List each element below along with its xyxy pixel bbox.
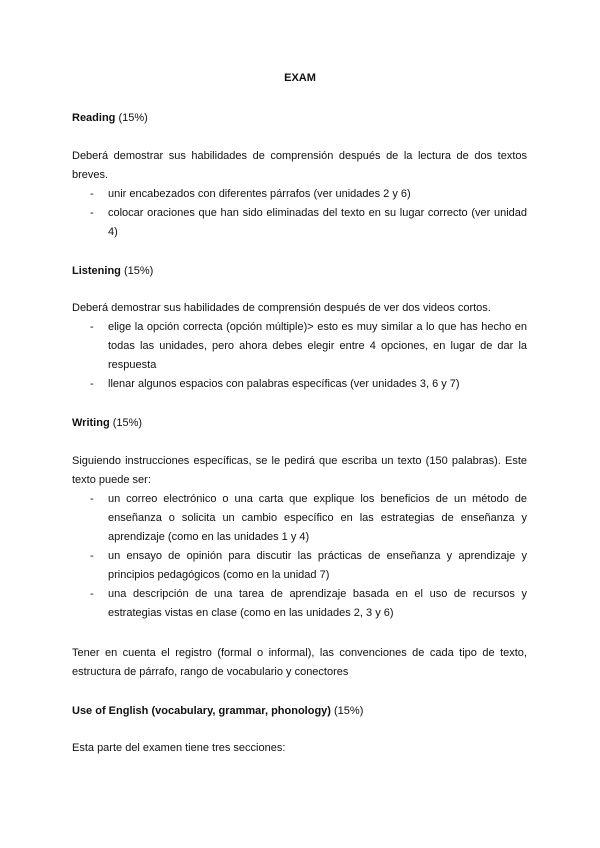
list-item-text: un correo electrónico o una carta que explique los beneficios de un método de enseñanza o solicita un cambio específico en las estrategias de enseñanza y aprendizaje (como en las unidades 1 y 4) (108, 493, 527, 543)
listening-weight: (15%) (123, 265, 154, 277)
reading-list (90, 185, 527, 242)
list-item (90, 318, 527, 375)
list-item (90, 185, 527, 204)
listening-intro: Deberá demostrar sus habilidades de comprensión después de ver dos videos cortos. (72, 302, 491, 314)
bullet-dash: - (90, 321, 94, 333)
bullet-dash: - (90, 188, 94, 200)
use-of-english-weight: (15%) (334, 705, 364, 717)
use-of-english-heading-label: Use of English (vocabulary, grammar, phonology) (72, 705, 331, 717)
list-item (90, 490, 527, 547)
list-item-text: una descripción de una tarea de aprendizaje basada en el uso de recursos y estrategias vistas en clase (como en las unidades 2, 3 y 6) (108, 588, 527, 619)
writing-weight: (15%) (112, 417, 143, 429)
list-item-text: colocar oraciones que han sido eliminadas del texto en su lugar correcto (ver unidad 4) (108, 207, 527, 238)
writing-heading (72, 416, 142, 430)
list-item-text: llenar algunos espacios con palabras específicas (ver unidades 3, 6 y 7) (108, 378, 460, 390)
list-item-text: un ensayo de opinión para discutir las prácticas de enseñanza y aprendizaje y principios pedagógicos (como en la unidad 7) (108, 550, 527, 581)
list-item (90, 585, 527, 623)
list-item (90, 375, 527, 394)
list-item (90, 204, 527, 242)
reading-heading (72, 111, 148, 125)
listening-heading-label: Listening (72, 265, 121, 277)
list-item (90, 547, 527, 585)
writing-heading-label: Writing (72, 417, 110, 429)
reading-intro: Deberá demostrar sus habilidades de comprensión después de la lectura de dos textos breves. (72, 150, 527, 181)
listening-list (90, 318, 527, 394)
reading-heading-label: Reading (72, 112, 116, 124)
bullet-dash: - (90, 378, 94, 390)
bullet-dash: - (90, 493, 94, 505)
listening-heading (72, 264, 153, 278)
reading-weight: (15%) (118, 112, 148, 124)
writing-list (90, 490, 527, 623)
list-item-text: elige la opción correcta (opción múltiple)> esto es muy similar a lo que has hecho en todas las unidades, pero ahora debes elegir entre 4 opciones, en lugar de dar la respuesta (108, 321, 527, 371)
list-item-text: unir encabezados con diferentes párrafos (ver unidades 2 y 6) (108, 188, 411, 200)
writing-intro: Siguiendo instrucciones específicas, se le pedirá que escriba un texto (150 palabras). Este texto puede ser: (72, 455, 527, 486)
use-of-english-intro: Esta parte del examen tiene tres secciones: (72, 742, 286, 754)
use-of-english-heading (72, 704, 363, 718)
bullet-dash: - (90, 550, 94, 562)
page-title: EXAM (284, 72, 316, 84)
bullet-dash: - (90, 588, 94, 600)
bullet-dash: - (90, 207, 94, 219)
writing-note: Tener en cuenta el registro (formal o informal), las convenciones de cada tipo de texto, estructura de párrafo, rango de vocabulario y conectores (72, 647, 527, 678)
